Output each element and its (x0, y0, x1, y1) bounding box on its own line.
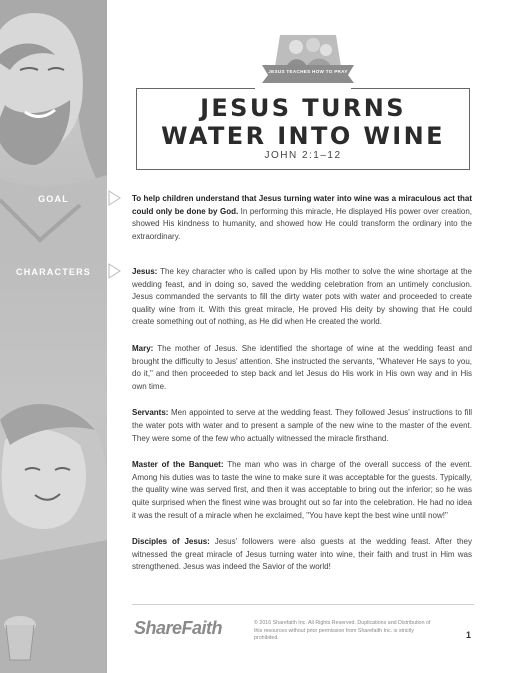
character-name: Mary: (132, 343, 154, 353)
page-title (137, 94, 469, 150)
character-desc: The man who was in charge of the overall success of the event. Among his duties was to taste the wine to make sure it was acceptable for the guests. Typically, the quality wine was served first, and then it was acceptable to bring out the inferior; so he was quite surprised when the finest wine was brought out so far into the celebration. He had no idea it was the result of a miracle when he exclaimed, "You have kept the best wine until now!" (132, 460, 473, 520)
footer-divider (132, 604, 474, 605)
title-line-2: WATER INTO WINE (161, 122, 445, 150)
goal-paragraph (132, 193, 472, 243)
character-name: Jesus: (132, 267, 158, 276)
series-badge-text: JESUS TEACHES HOW TO PRAY (268, 69, 348, 74)
goal-text: In performing this miracle, He displayed His power over creation, showed His kindness to humanity, and showed how He could transform the ordinary into the extraordinary. (132, 206, 472, 241)
character-entry (132, 407, 472, 445)
series-badge (258, 25, 358, 87)
title-box (136, 88, 470, 170)
sharefaith-logo: ShareFaith (134, 618, 223, 638)
copyright-notice: © 2016 Sharefaith Inc. All Rights Reserved. Duplications and Distribution of this resources without prior permission from Sharefaith Inc. is strictly prohibited. (254, 620, 431, 642)
character-name: Servants: (132, 408, 169, 418)
character-desc: The key character who is called upon by His mother to solve the wine shortage at the wedding feast, and in doing so, saved the wedding celebration from an untimely conclusion. Jesus commanded the servants to fill the dirty water pots with water and proceeded to create quality wine from it. With this great miracle, He proved His deity by showing that He could create something out of nothing, as He did when He created the world. (132, 267, 472, 327)
character-desc: Jesus' followers were also guests at the wedding feast. After they witnessed the great miracle of Jesus turning water into wine, their faith and trust in Him was strengthened. Jesus was indeed the Savior of the world! (132, 537, 472, 572)
character-desc: Men appointed to serve at the wedding feast. They followed Jesus' instructions to fill the water pots with water and to present a sample of the new wine to the master of the event. They were some of the few who actually witnessed the miracle firsthand. (132, 408, 472, 443)
character-entry (132, 343, 472, 393)
page-number: 1 (466, 630, 472, 640)
characters-label: CHARACTERS (16, 267, 91, 277)
goal-bold-text: To help children understand that Jesus turning water into wine was a miraculous act that could only be done by God. (132, 194, 472, 216)
goal-label: GOAL (38, 194, 69, 204)
character-name: Disciples of Jesus: (132, 537, 210, 547)
character-entry (132, 536, 472, 574)
character-entry (132, 459, 472, 522)
chevron-right-icon (108, 263, 122, 279)
character-entry (132, 266, 472, 329)
chevron-right-icon (108, 190, 122, 206)
scripture-reference: JOHN 2:1–12 (264, 150, 342, 161)
character-desc: The mother of Jesus. She identified the shortage of wine at the wedding feast and brought the difficulty to Jesus' attention. She instructed the servants, "Whatever He says to you, do it," and then proceeded to step back and let Jesus do His work in His own way and in His own time. (132, 343, 472, 391)
jesus-illustration (0, 0, 107, 673)
title-line-1: JESUS TURNS (200, 94, 406, 122)
sidebar-illustration (0, 0, 107, 673)
characters-section (132, 266, 472, 588)
character-name: Master of the Banquet: (132, 460, 224, 470)
